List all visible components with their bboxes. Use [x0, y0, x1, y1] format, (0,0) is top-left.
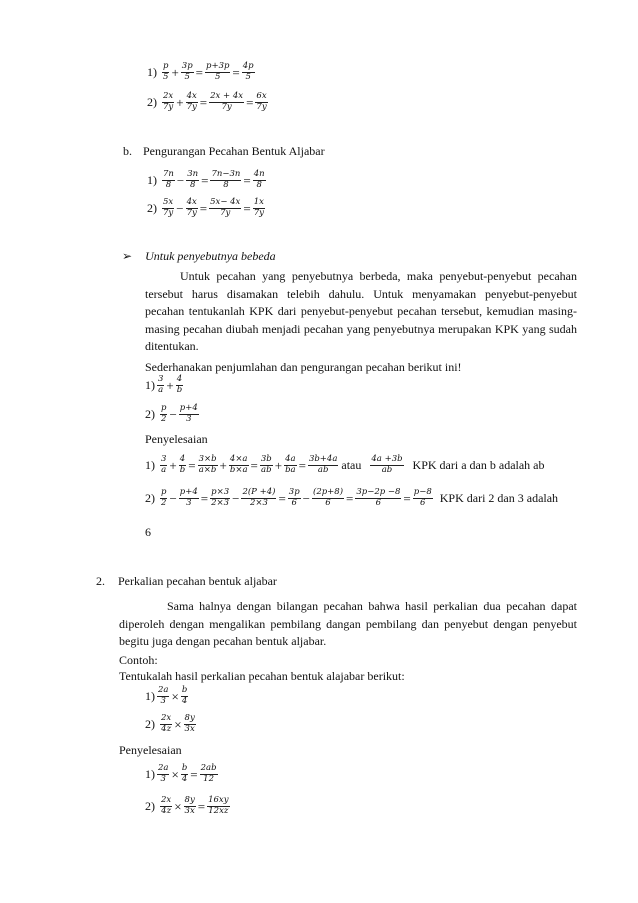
- fraction: [184, 796, 196, 817]
- question-1: [145, 375, 184, 396]
- fraction: [288, 488, 301, 509]
- solution-label: Penyelesaian: [119, 743, 182, 757]
- denominator: 2×3: [211, 497, 230, 508]
- fraction: [160, 796, 172, 817]
- fraction: [186, 92, 198, 113]
- fraction: [162, 198, 174, 219]
- operator: =: [199, 94, 208, 110]
- numerator: 4a +3b: [371, 454, 403, 464]
- denominator: 6: [420, 497, 426, 508]
- denominator: a: [161, 464, 167, 475]
- fraction: [179, 455, 186, 476]
- fraction: [157, 764, 169, 785]
- operator: =: [243, 172, 251, 188]
- denominator: 6: [375, 497, 382, 508]
- numerator: p: [163, 61, 169, 71]
- fraction: [162, 62, 169, 83]
- fraction: [205, 62, 230, 83]
- denominator: 5: [184, 71, 190, 82]
- numerator: 2x + 4x: [210, 91, 244, 101]
- contoh-label: Contoh:: [119, 653, 158, 667]
- fraction: [284, 455, 297, 476]
- numerator: 8y: [184, 795, 195, 805]
- fraction: [200, 764, 218, 785]
- numerator: 4: [176, 374, 183, 384]
- sum-example-2: [147, 92, 269, 113]
- fraction: [370, 455, 403, 476]
- denominator: 4: [181, 695, 188, 706]
- numerator: 4p: [242, 61, 254, 71]
- operator: =: [403, 490, 411, 506]
- numerator: 4x: [186, 197, 197, 207]
- fraction: [198, 455, 218, 476]
- denominator: 7y: [256, 101, 267, 112]
- numerator: 16xy: [208, 795, 229, 805]
- operator: ×: [174, 716, 182, 732]
- item-number: 1): [147, 173, 157, 188]
- numerator: 2(P +4): [242, 487, 276, 497]
- denominator: 7y: [220, 207, 231, 218]
- item-number: 2): [145, 491, 155, 506]
- operator: +: [171, 64, 179, 80]
- fraction: [210, 488, 230, 509]
- fraction: [181, 686, 188, 707]
- operator: =: [246, 94, 254, 110]
- denominator: 8: [223, 179, 229, 190]
- sum-example-1: [147, 62, 256, 83]
- arrow-bullet-icon: ➢: [122, 249, 133, 263]
- operator: =: [190, 766, 198, 782]
- operator: =: [188, 457, 196, 473]
- operator: =: [199, 200, 208, 216]
- denominator: 7y: [221, 101, 232, 112]
- denominator: 12xz: [208, 805, 229, 816]
- operator: −: [169, 490, 177, 506]
- denominator: 4z: [161, 723, 172, 734]
- operator: =: [200, 490, 209, 506]
- denominator: ba: [285, 464, 296, 475]
- operator: =: [278, 490, 286, 506]
- fraction: [160, 404, 167, 425]
- inline-text: atau: [341, 458, 362, 473]
- fraction: [207, 796, 229, 817]
- denominator: a×b: [198, 464, 217, 475]
- item-number: 2): [145, 717, 155, 732]
- fraction: [210, 170, 241, 191]
- item-number: 1): [145, 378, 155, 393]
- numerator: 3×b: [198, 454, 217, 464]
- denominator: 2: [161, 497, 167, 508]
- numerator: (2p+8): [313, 487, 344, 497]
- operator: −: [169, 406, 177, 422]
- denominator: 5: [215, 71, 221, 82]
- item-number: 1): [145, 767, 155, 782]
- bullet-title: Untuk penyebutnya bebeda: [145, 249, 276, 263]
- denominator: 6: [325, 497, 331, 508]
- numerator: 4×a: [229, 454, 248, 464]
- denominator: 3x: [184, 723, 195, 734]
- fraction: [308, 455, 338, 476]
- numerator: 3b: [260, 454, 272, 464]
- solution-1: [145, 455, 545, 476]
- denominator: 3: [160, 695, 166, 706]
- operator: =: [250, 457, 258, 473]
- instruction: Tentukalah hasil perkalian pecahan bentuk alajabar berikut:: [119, 669, 405, 683]
- numerator: p: [161, 487, 167, 497]
- solution-2: [145, 488, 558, 509]
- numerator: 3p−2p −8: [356, 487, 401, 497]
- numerator: p−8: [413, 487, 432, 497]
- numerator: 4a: [285, 454, 296, 464]
- item-number: 2): [145, 407, 155, 422]
- denominator: 4z: [161, 805, 172, 816]
- question-1: [145, 686, 189, 707]
- solution-2: [145, 796, 231, 817]
- operator: =: [232, 64, 240, 80]
- section-title: Perkalian pecahan bentuk aljabar: [118, 574, 277, 588]
- question-2: [145, 714, 197, 735]
- fraction: [160, 455, 167, 476]
- operator: =: [346, 490, 354, 506]
- item-number: 1): [147, 65, 157, 80]
- fraction: [413, 488, 433, 509]
- numerator: 3p: [288, 487, 300, 497]
- kpk-note-continuation: 6: [145, 525, 151, 539]
- question-2: [145, 404, 200, 425]
- denominator: 8: [189, 179, 196, 190]
- fraction: [229, 455, 249, 476]
- operator: =: [195, 64, 203, 80]
- numerator: b: [181, 763, 188, 773]
- operator: =: [197, 798, 206, 814]
- fraction: [176, 375, 183, 396]
- bullet-paragraph: Untuk pecahan yang penyebutnya berbeda, maka penyebut-penyebut pecahan tersebut harus disamakan telebih dahulu. Untuk menyamakan penyebut-penyebut pecahan tentukanlah KPK dari penyebut-penyebut pecahan tersebut, kemudian masing-masing pecahan diubah menjadi pecahan yang penyebutnya merupakan KPK yang sudah ditentukan.: [145, 269, 577, 353]
- section-2-paragraph: Sama halnya dengan bilangan pecahan bahwa hasil perkalian dua pecahan dapat diperoleh dengan mengalikan pembilang dangan pembilang dan penyebut dengan penyebut begitu juga dengan pecahan bentuk aljabar.: [119, 599, 577, 648]
- denominator: 4: [181, 773, 188, 784]
- operator: −: [232, 490, 240, 506]
- denominator: b×a: [229, 464, 248, 475]
- denominator: 2: [161, 413, 167, 424]
- operator: −: [176, 200, 184, 216]
- fraction: [186, 170, 199, 191]
- numerator: p: [161, 403, 167, 413]
- denominator: 5: [245, 71, 251, 82]
- numerator: 2x: [163, 91, 174, 101]
- fraction: [260, 455, 273, 476]
- denominator: a: [158, 384, 164, 395]
- operator: =: [243, 200, 251, 216]
- operator: +: [219, 457, 227, 473]
- denominator: 8: [165, 179, 172, 190]
- numerator: 7n−3n: [211, 169, 241, 179]
- denominator: 7y: [163, 101, 174, 112]
- sub-example-2: [147, 198, 266, 219]
- denominator: 8: [256, 179, 262, 190]
- operator: −: [302, 490, 310, 506]
- kpk-note: KPK dari a dan b adalah ab: [412, 458, 545, 473]
- fraction: [157, 375, 164, 396]
- denominator: 7y: [186, 101, 197, 112]
- numerator: 4x: [186, 91, 197, 101]
- numerator: p×3: [211, 487, 230, 497]
- fraction: [241, 488, 276, 509]
- denominator: 7y: [186, 207, 197, 218]
- denominator: 12: [203, 773, 214, 784]
- numerator: 3: [161, 454, 167, 464]
- fraction: [181, 62, 194, 83]
- denominator: 3: [186, 413, 192, 424]
- numerator: 7n: [163, 169, 174, 179]
- numerator: 2ab: [200, 763, 217, 773]
- operator: +: [274, 457, 283, 473]
- numerator: 2x: [161, 713, 172, 723]
- numerator: 8y: [184, 713, 195, 723]
- numerator: p+3p: [206, 61, 230, 71]
- fraction: [162, 92, 174, 113]
- fraction: [179, 404, 199, 425]
- instruction: Sederhanakan penjumlahan dan pengurangan pecahan berikut ini!: [145, 360, 462, 374]
- fraction: [157, 686, 169, 707]
- numerator: 3b+4a: [308, 454, 338, 464]
- numerator: p+4: [179, 487, 198, 497]
- fraction: [209, 198, 241, 219]
- operator: +: [166, 377, 174, 393]
- denominator: 7y: [163, 207, 174, 218]
- numerator: 3n: [187, 169, 199, 179]
- operator: ×: [171, 766, 179, 782]
- denominator: 3: [160, 773, 166, 784]
- fraction: [355, 488, 401, 509]
- denominator: ab: [381, 464, 393, 475]
- fraction: [184, 714, 196, 735]
- denominator: 2×3: [249, 497, 268, 508]
- section-title: Pengurangan Pecahan Bentuk Aljabar: [143, 144, 325, 158]
- numerator: p+4: [179, 403, 198, 413]
- numerator: 3p: [181, 61, 193, 71]
- denominator: 3x: [184, 805, 195, 816]
- denominator: ab: [261, 464, 272, 475]
- operator: +: [176, 94, 184, 110]
- fraction: [160, 714, 172, 735]
- numerator: 2x: [161, 795, 172, 805]
- item-number: 1): [145, 458, 155, 473]
- fraction: [186, 198, 198, 219]
- denominator: 3: [186, 497, 192, 508]
- operator: ×: [171, 688, 179, 704]
- numerator: 5x− 4x: [210, 197, 241, 207]
- section-marker: b.: [123, 144, 132, 158]
- fraction: [179, 488, 199, 509]
- fraction: [162, 170, 175, 191]
- numerator: 4n: [253, 169, 265, 179]
- numerator: b: [181, 685, 188, 695]
- fraction: [312, 488, 344, 509]
- numerator: 4: [179, 454, 186, 464]
- fraction: [253, 198, 265, 219]
- numerator: 5x: [163, 197, 174, 207]
- section-b-heading: [123, 145, 325, 157]
- section-2-heading: [96, 575, 277, 587]
- numerator: 2a: [158, 763, 169, 773]
- solution-1: [145, 764, 219, 785]
- item-number: 2): [145, 799, 155, 814]
- fraction: [255, 92, 267, 113]
- section-number: 2.: [96, 574, 105, 588]
- denominator: ab: [317, 464, 329, 475]
- denominator: b: [176, 384, 183, 395]
- item-number: 2): [147, 201, 157, 216]
- denominator: 7y: [253, 207, 264, 218]
- item-number: 2): [147, 95, 157, 110]
- operator: −: [176, 172, 185, 188]
- denominator: 5: [163, 71, 169, 82]
- numerator: 6x: [256, 91, 267, 101]
- fraction: [181, 764, 188, 785]
- denominator: b: [179, 464, 186, 475]
- kpk-note: KPK dari 2 dan 3 adalah: [439, 491, 559, 506]
- solution-label: Penyelesaian: [145, 432, 208, 446]
- operator: ×: [174, 798, 182, 814]
- numerator: 1x: [253, 197, 264, 207]
- numerator: 2a: [158, 685, 169, 695]
- operator: +: [169, 457, 177, 473]
- fraction: [242, 62, 255, 83]
- bullet-heading: [122, 250, 276, 262]
- fraction: [209, 92, 244, 113]
- sub-example-1: [147, 170, 267, 191]
- item-number: 1): [145, 689, 155, 704]
- fraction: [253, 170, 266, 191]
- denominator: 6: [291, 497, 297, 508]
- operator: =: [298, 457, 306, 473]
- fraction: [160, 488, 167, 509]
- operator: =: [201, 172, 209, 188]
- numerator: 3: [158, 374, 164, 384]
